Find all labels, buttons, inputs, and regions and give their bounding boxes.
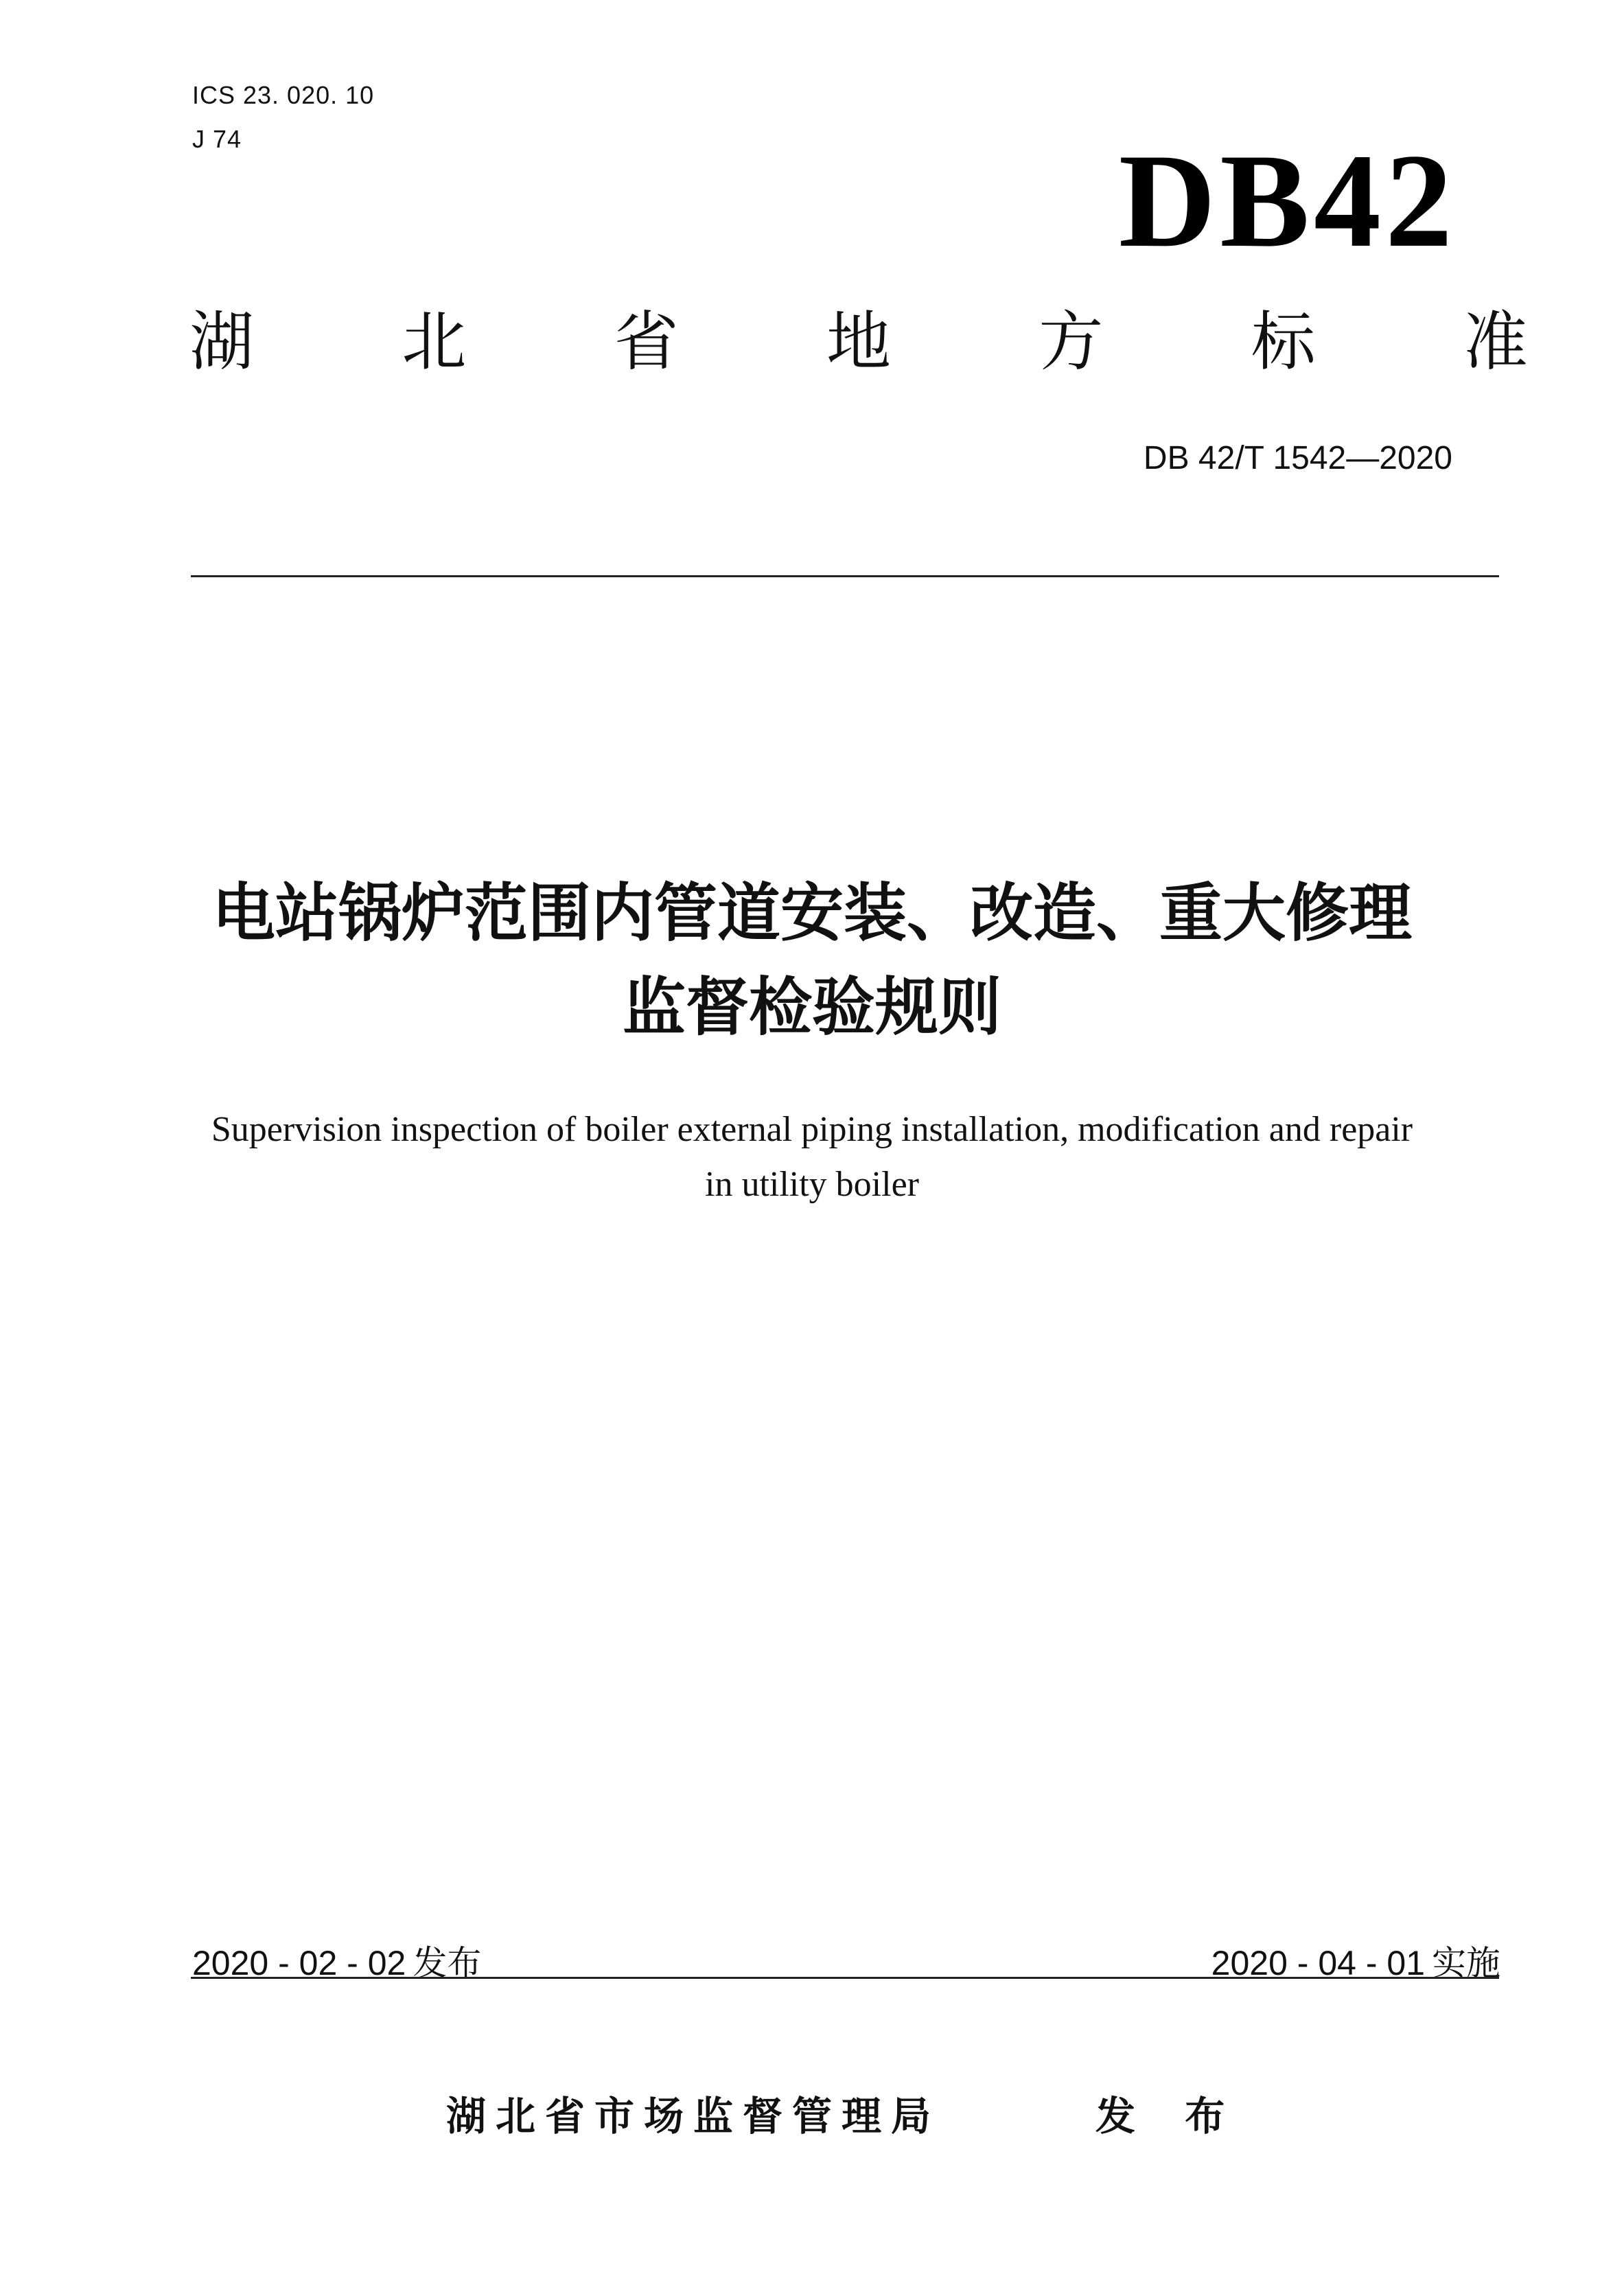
english-title-line-1: Supervision inspection of boiler external piping installation, modification and repair (211, 1110, 1413, 1149)
ics-code: ICS 23. 020. 10 (192, 81, 375, 109)
publisher-name: 湖北省市场监督管理局 (446, 2093, 941, 2140)
standard-type-char: 准 (1463, 305, 1528, 380)
standard-number: DB 42/T 1542—2020 (1143, 440, 1452, 476)
chinese-title-line-1: 电站锅炉范围内管道安装、改造、重大修理 (211, 877, 1412, 950)
issue-date-value: 2020 - 02 - 02 (192, 1944, 406, 1982)
standard-type-char: 北 (402, 305, 467, 380)
standard-type-title (189, 305, 1528, 380)
chinese-title-line-2: 监督检验规则 (622, 971, 1001, 1044)
standard-type-char: 标 (1251, 305, 1316, 380)
standard-code-logo: DB42 (1118, 126, 1457, 275)
implementation-date-value: 2020 - 04 - 01 (1211, 1944, 1425, 1982)
english-title-line-2: in utility boiler (705, 1165, 919, 1204)
ccs-code: J 74 (192, 125, 242, 153)
standard-type-char: 方 (1039, 305, 1104, 380)
issue-label: 发布 (413, 1943, 482, 1983)
bottom-divider (191, 1977, 1499, 1979)
standard-type-char: 地 (826, 305, 891, 380)
publish-label: 发 布 (1095, 2093, 1243, 2140)
top-divider (191, 575, 1499, 577)
implementation-label: 实施 (1432, 1943, 1500, 1983)
standard-type-char: 湖 (189, 305, 255, 380)
standard-type-char: 省 (614, 305, 679, 380)
